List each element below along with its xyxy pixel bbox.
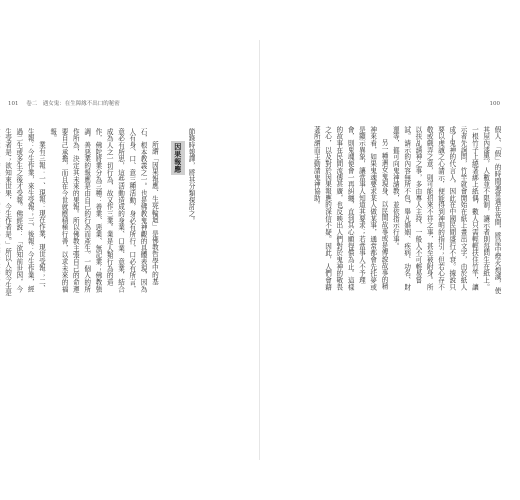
left-page-number: 101 — [8, 101, 19, 107]
section-heading-wrap — [159, 128, 184, 296]
right-page-number: 100 — [489, 101, 500, 107]
right-page-body — [280, 126, 502, 296]
left-page-body — [3, 128, 196, 296]
left-paragraph-1: 所謂「因果報應、生死輪迴」是佛教哲學中的基石，根本教義之一。也是佛教鬼神觀的具體表現，因為人有身、口、意三種活動，身必有所行，口必有所言，意必有所思，這些活動造成的身業、口業、意業，結合成為人之一切行為，故又作三業。業是人類行為的造作，佛陀將業分為三種：善業、惡業、無記業；佛教強調，善惡業的報應是由自己的行為而產生。一個人的所作所為，決定其未來的果報。所以佛教主張自己的命運要自己承擔，而且在今世就應積極行善，以求未來的福報。 — [48, 128, 159, 293]
left-running-header — [8, 99, 256, 109]
left-intro-line: 節錄時報譯，將其分類探討之。 — [187, 128, 195, 224]
right-paragraph-1: 假人、「假」的時間通常選在夜間，將屋中燈火熄滅，使其屋內漆黑，人數並不限制，讓示者則每問生在紙上。一根竹子上繞著綁上紙偶，數人只需輕輕扶住竹竿，讓示者先詢問，竹竿就會開始在紙上畫出文字，由於紙人成了鬼神的代言人，因此在中國民間盛行不衰。據說只要以虔誠之心請示，便能得到神明的指引；但若心存不敬或戲弄之意，則可能招來不祥之事，甚至被附身。所以扶乩請神之事，多由專人主持，一般人不可輕易嘗試。請示的內容無所不包，舉凡婚姻、疾病、功名、財運等，都可向鬼神請教，並依指示行事。 — [391, 126, 501, 294]
section-heading: 因果報應 — [171, 141, 184, 175]
page-gutter — [259, 40, 260, 460]
left-header-title: 卷二 遇女鬼：在生障緣不出口的秘密 — [26, 101, 120, 107]
left-paragraph-2: 業有三報：一、現報：現在作業，現世受報；二、生報：今生作業，來生受報；三、後報：今生作業，經過二生或多生之後才受報。佛經說：「欲知前世因，今生受者是；欲知來世果，今生作者是。」所以人的今生是 — [3, 128, 46, 296]
right-paragraph-2: 另一種遇女鬼現身，以民間故事或是傳說故事的精神來看，如果鬼魂要求某人做某事，通常都會先托夢或是顯示異象，讓當事人知道其要求；若當事人不予理會，則鬼魂便會一再糾纏，直到其心願得償為止。這樣的故事在民間流傳甚廣，也反映出人們對於鬼神的敬畏之心，以及對於因果報應的深信不疑。因此，人們會藉著所謂而主動請鬼神協助。 — [312, 126, 389, 291]
